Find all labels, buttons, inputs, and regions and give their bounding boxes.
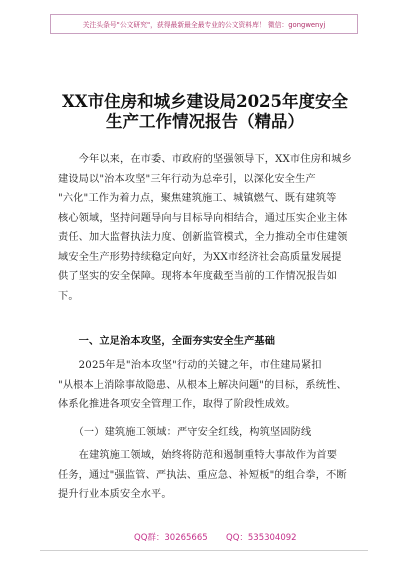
promo-banner: 关注头条号"公文研究"，获得最新最全最专业的公文资料库！ 微信：gongwenyj bbox=[50, 14, 358, 34]
qq-number: QQ：535304092 bbox=[226, 533, 297, 543]
subsection-1-heading: （一）建筑施工领域：严守安全红线，构筑坚固防线 bbox=[58, 427, 312, 438]
text-line: 体系化推进各项安全管理工作，取得了阶段性成效。 bbox=[58, 399, 296, 410]
section-1-heading: 一、立足治本攻坚，全面夯实安全生产基础 bbox=[58, 335, 276, 347]
text-line: 提升行业本质安全水平。 bbox=[58, 489, 172, 500]
text-line: 责任、加大监督执法力度、创新监管模式，全力推动全市住建领 bbox=[58, 232, 348, 243]
footer-contact bbox=[0, 528, 408, 546]
text-line: 任务，通过"强监管、严执法、重应急、补短板"的组合拳，不断 bbox=[58, 469, 347, 481]
document-title-line-1: XX市住房和城乡建设局2025年度安全 bbox=[61, 92, 349, 111]
intro-paragraph bbox=[58, 150, 360, 306]
text-line: "六化"工作为着力点，聚焦建筑施工、城镇燃气、既有建筑等 bbox=[58, 193, 337, 204]
text-line: 建设局以"治本攻坚"三年行动为总牵引，以深化安全生产 bbox=[58, 173, 316, 185]
section-1-paragraph bbox=[58, 356, 360, 415]
text-line: 在建筑施工领域，始终将防范和遏制重特大事故作为首要 bbox=[58, 450, 338, 461]
text-line: 域安全生产形势持续稳定向好，为XX市经济社会高质量发展提 bbox=[58, 251, 342, 263]
text-line: 今年以来，在市委、市政府的坚强领导下，XX市住房和城乡 bbox=[58, 154, 352, 165]
text-line: 2025年是"治本攻坚"行动的关键之年，市住建局紧扣 bbox=[58, 360, 322, 371]
qq-group-number: QQ群：30265665 bbox=[134, 533, 208, 543]
document-title-line-2: 生产工作情况报告（精品） bbox=[106, 112, 304, 131]
text-line: 下。 bbox=[58, 290, 79, 302]
text-line: "从根本上消除事故隐患、从根本上解决问题"的目标，系统性、 bbox=[58, 379, 347, 391]
subsection-1-paragraph bbox=[58, 446, 360, 505]
footer-divider bbox=[40, 550, 368, 551]
text-line: 核心领域，坚持问题导向与目标导向相结合，通过压实企业主体 bbox=[58, 212, 348, 224]
text-line: 供了坚实的安全保障。现将本年度截至当前的工作情况报告如 bbox=[58, 271, 338, 282]
